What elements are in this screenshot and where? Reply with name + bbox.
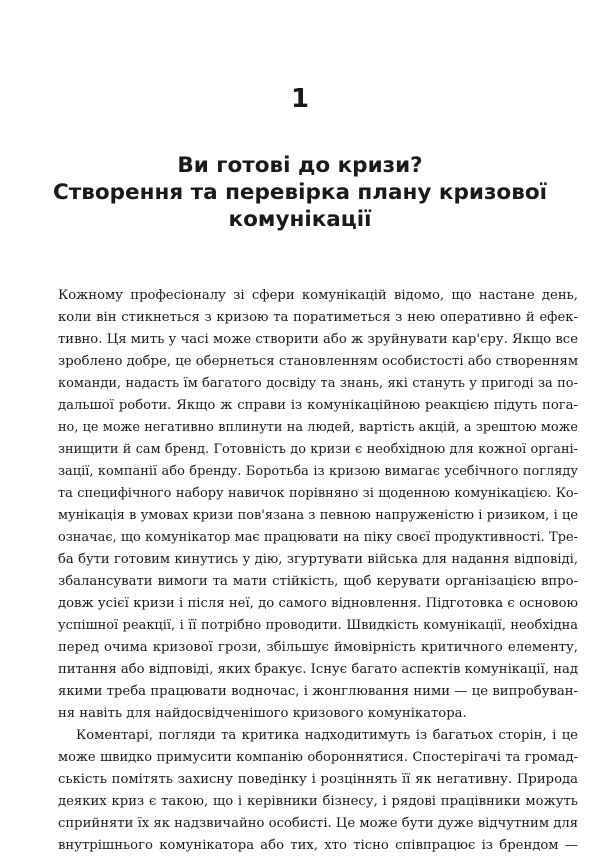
text-line: збалансувати вимоги та мати стійкість, щоб керувати організацією впро- xyxy=(58,574,578,589)
text-line: коли він стикнеться з кризою та поратиметься з нею оперативно й ефек- xyxy=(58,310,578,325)
text-line: знищити й сам бренд. Готовність до кризи є необхідною для кожної органі- xyxy=(58,442,578,457)
text-line: команди, надасть їм багатого досвіду та знань, які стануть у пригоді за по- xyxy=(58,376,578,391)
text-line: деяких криз є такою, що і керівники бізнесу, і рядові працівники можуть xyxy=(58,794,578,809)
text-line: Коментарі, погляди та критика надходитимуть із багатьох сторін, і це xyxy=(76,728,578,743)
text-line: ня навіть для найдосвідченішого кризового комунікатора. xyxy=(58,706,467,721)
text-line: сприйняти їх як надзвичайно особисті. Це може бути дуже відчутним для xyxy=(58,816,579,831)
chapter-title-line: комунікації xyxy=(228,207,372,232)
text-line: ба бути готовим кинутись у дію, згуртувати війська для надання відповіді, xyxy=(58,552,578,567)
text-line: зації, компанії або бренду. Боротьба із кризою вимагає усебічного погляду xyxy=(58,464,578,479)
text-line: тивно. Ця мить у часі може створити або ж зруйнувати кар'єру. Якщо все xyxy=(58,332,578,347)
text-line: якими треба працювати водночас, і жонглювання ними — це випробуван- xyxy=(58,684,578,699)
chapter-title-line: Ви готові до кризи? xyxy=(177,153,423,178)
text-line: но, це може негативно вплинути на людей, вартість акцій, а зрештою може xyxy=(58,420,578,435)
paragraph-1 xyxy=(58,285,578,725)
chapter-number: 1 xyxy=(290,84,310,114)
chapter-title xyxy=(40,152,560,233)
text-line: успішної реакції, і її потрібно проводити. Швидкість комунікації, необхідна xyxy=(58,618,578,633)
text-line: перед очима кризової грози, збільшує ймовірність критичного елементу, xyxy=(58,640,578,655)
text-line: може швидко примусити компанію обороннятися. Спостерігачі та громад- xyxy=(58,750,578,765)
text-line: мунікація в умовах кризи пов'язана з певною напруженістю і ризиком, і це xyxy=(58,508,578,523)
chapter-title-line: Створення та перевірка плану кризової xyxy=(53,180,547,205)
text-line: та специфічного набору навичок порівняно зі щоденною комунікацією. Ко- xyxy=(58,486,578,501)
text-line: означає, що комунікатор має працювати на піку своєї продуктивності. Тре- xyxy=(58,530,578,545)
text-line: довж усієї кризи і після неї, до самого відновлення. Підготовка є основою xyxy=(58,596,578,611)
text-line: питання або відповіді, яких бракує. Існує багато аспектів комунікації, над xyxy=(58,662,578,677)
text-line: внутрішнього комунікатора або тих, хто тісно співпрацює із брендом — xyxy=(58,838,578,853)
text-line: дальшої роботи. Якщо ж справи із комунікаційною реакцією підуть пога- xyxy=(58,398,578,413)
text-line: ськість помітять захисну поведінку і розціннять її як негативну. Природа xyxy=(58,772,578,787)
body-text xyxy=(58,285,578,857)
text-line: зроблено добре, це обернеться становленням особистості або створенням xyxy=(58,354,579,369)
paragraph-2 xyxy=(58,725,578,857)
text-line: Кожному професіоналу зі сфери комунікацій відомо, що настане день, xyxy=(58,288,578,303)
